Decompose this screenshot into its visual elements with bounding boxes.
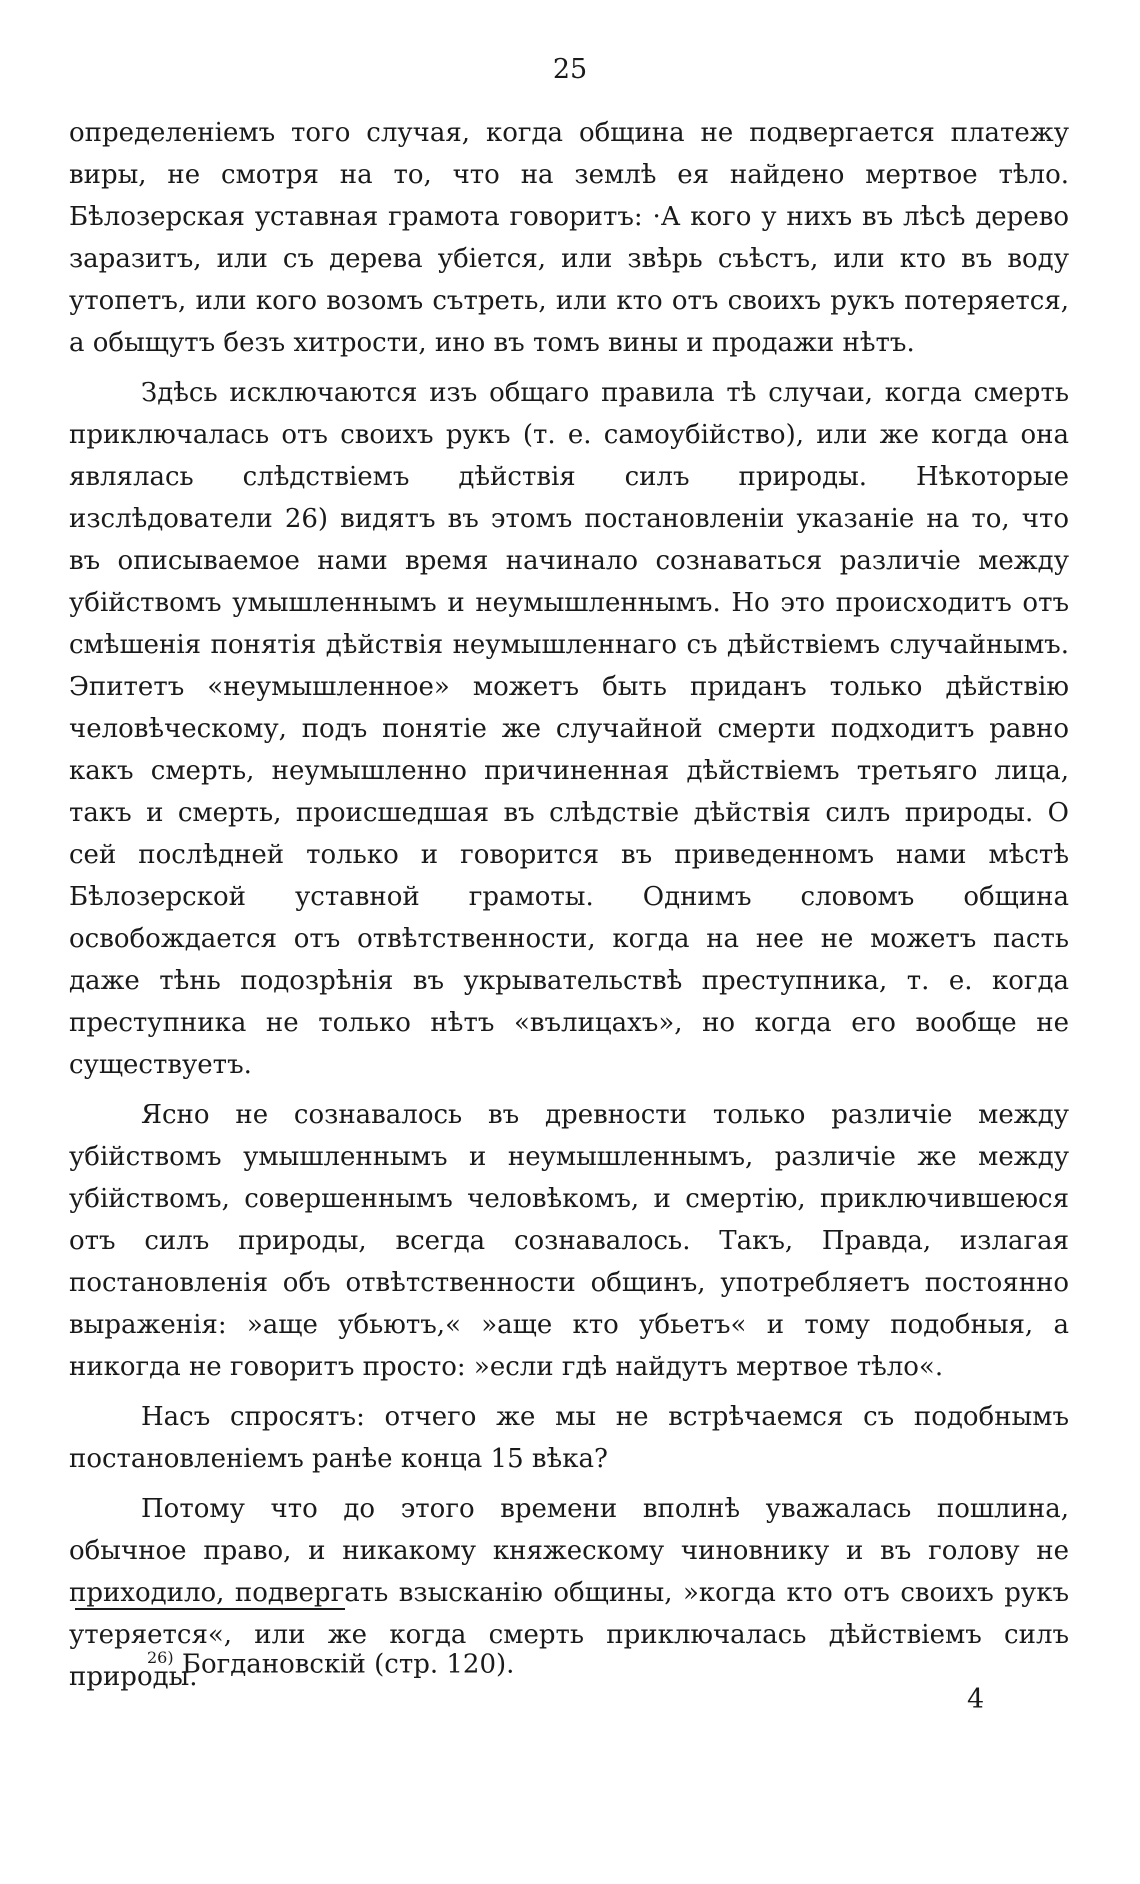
paragraph: Здѣсь исключаются изъ общаго правила тѣ случаи, когда смерть приключалась отъ своихъ рукъ (т. е. самоубійство), или же когда она являлась слѣдствіемъ дѣйствія силъ природы. Нѣкоторые изслѣдователи 26) видятъ въ этомъ постановленіи указаніе на то, что въ описываемое нами время начинало сознаваться различіе между убійствомъ умышленнымъ и неумышленнымъ. Но это происходитъ отъ смѣшенія понятія дѣйствія неумышленнаго съ дѣйствіемъ случайнымъ. Эпитетъ «неумышленное» можетъ быть приданъ только дѣйствію человѣческому, подъ понятіе же случайной смерти подходитъ равно какъ смерть, неумышленно причиненная дѣйствіемъ третьяго лица, такъ и смерть, происшедшая въ слѣдствіе дѣйствія силъ природы. О сей послѣдней только и говорится въ приведенномъ нами мѣстѣ Бѣлозерской уставной грамоты. Однимъ словомъ община освобождается отъ отвѣтственности, когда на нее не можетъ пасть даже тѣнь подозрѣнія въ укрывательствѣ преступника, т. е. когда преступника не только нѣтъ «вълицахъ», но когда его вообще не существуетъ. xyxy=(69,378,1069,1080)
signature-mark: 4 xyxy=(967,1684,985,1715)
paragraph: Ясно не сознавалось въ древности только различіе между убійствомъ умышленнымъ и неумышленнымъ, различіе же между убійствомъ, совершеннымъ человѣкомъ, и смертію, приключившеюся отъ силъ природы, всегда сознавалось. Такъ, Правда, излагая постановленія объ отвѣтственности общинъ, употребляетъ постоянно выраженія: »аще убьютъ,« »аще кто убьетъ« и тому подобныя, а никогда не говоритъ просто: »если гдѣ найдутъ мертвое тѣло«. xyxy=(69,1100,1069,1382)
footnote-divider xyxy=(75,1608,345,1610)
footnote-marker: 26) xyxy=(147,1648,174,1667)
page-number: 25 xyxy=(552,54,588,85)
paragraph: определеніемъ того случая, когда община не подвергается платежу виры, не смотря на то, что на землѣ ея найдено мертвое тѣло. Бѣлозерская уставная грамота говоритъ: ·А кого у нихъ въ лѣсѣ дерево заразитъ, или съ дерева убіется, или звѣрь съѣстъ, или кто въ воду утопетъ, или кого возомъ сътреть, или кто отъ своихъ рукъ потеряется, а обыщутъ безъ хитрости, ино въ томъ вины и продажи нѣтъ. xyxy=(69,118,1069,358)
body-text xyxy=(69,112,1069,1698)
paragraph: Потому что до этого времени вполнѣ уважалась пошлина, обычное право, и никакому княжескому чиновнику и въ голову не приходило, подвергать взысканію общины, »когда кто отъ своихъ рукъ утеряется«, или же когда смерть приключалась дѣйствіемъ силъ природы. xyxy=(69,1494,1069,1692)
footnote-text: Богдановскій (стр. 120). xyxy=(181,1649,515,1680)
footnote xyxy=(147,1640,514,1683)
paragraph: Насъ спросятъ: отчего же мы не встрѣчаемся съ подобнымъ постановленіемъ ранѣе конца 15 вѣка? xyxy=(69,1402,1069,1474)
